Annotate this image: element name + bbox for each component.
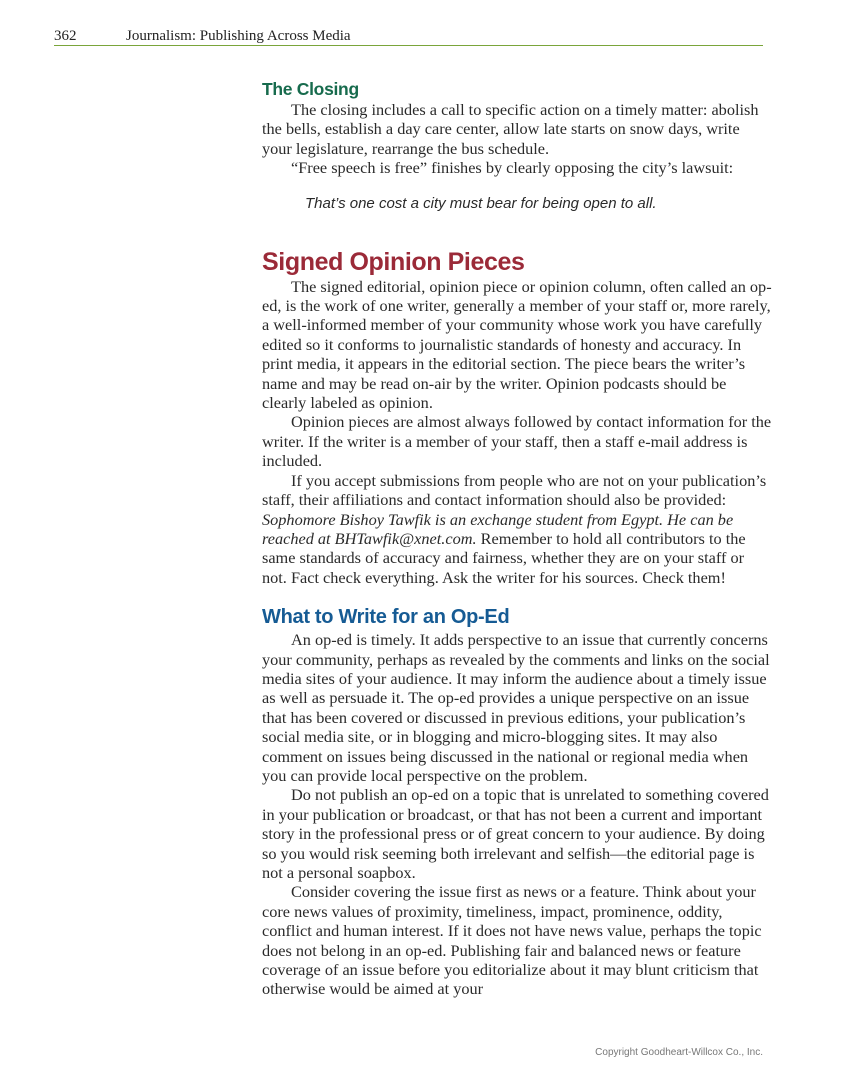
paragraph: The signed editorial, opinion piece or opinion column, often called an op-ed, is the work of one writer, generally a member of your staff or, more rarely, a well-informed member of your community whose work you have carefully edited so it conforms to journalistic standards of honesty and accuracy. In print media, it appears in the editorial section. The piece bears the writer’s name and may be read on-air by the writer. Opinion podcasts should be clearly labeled as opinion. <box>262 276 772 413</box>
submissions-tail: Remember to hold all contributors to the same standards of accuracy and fairness, whether they are on your staff or not. Fact check everything. Ask the writer for his sources. Check them! <box>262 528 746 587</box>
page-body <box>262 78 772 999</box>
paragraph: Opinion pieces are almost always followed by contact information for the writer. If the writer is a member of your staff, then a staff e-mail address is included. <box>262 412 772 471</box>
copyright-footer: Copyright Goodheart-Willcox Co., Inc. <box>595 1047 763 1058</box>
page-number: 362 <box>54 28 77 44</box>
running-header <box>54 26 763 46</box>
paragraph: Do not publish an op-ed on a topic that is unrelated to something covered in your publication or broadcast, or that has not been a current and important story in the professional press or of great concern to your audience. By doing so you would risk seeming both irrelevant and selfish—the editorial page is not a personal soapbox. <box>262 785 769 882</box>
heading-what-to-write: What to Write for an Op-Ed <box>262 606 510 629</box>
book-title: Journalism: Publishing Across Media <box>126 28 351 44</box>
submissions-lead: If you accept submissions from people who are not on your publication’s staff, their affiliations and contact information should also be provided: <box>262 470 767 510</box>
paragraph: The closing includes a call to specific action on a timely matter: abolish the bells, establish a day care center, allow late starts on snow days, write your legislature, rearrange the bus schedule. <box>262 100 759 158</box>
block-quote: That’s one cost a city must bear for being open to all. <box>305 194 657 212</box>
paragraph: Consider covering the issue first as news or a feature. Think about your core news values of proximity, timeliness, impact, prominence, oddity, conflict and human interest. If it does not have news value, perhaps the topic does not belong in an op-ed. Publishing fair and balanced news or feature coverage of an issue before you editorialize about it may blunt criticism that otherwise would be aimed at your <box>262 882 762 999</box>
heading-signed-opinion-pieces: Signed Opinion Pieces <box>262 247 525 276</box>
paragraph-submissions <box>262 471 772 587</box>
paragraph: “Free speech is free” finishes by clearly opposing the city’s lawsuit: <box>291 158 734 178</box>
header-divider <box>54 45 763 46</box>
heading-the-closing: The Closing <box>262 79 359 99</box>
paragraph: An op-ed is timely. It adds perspective to an issue that currently concerns your community, perhaps as revealed by the comments and links on the social media sites of your audience. It may inform the audience about a timely issue as well as persuade it. The op-ed provides a unique perspective on an issue that has been covered or discussed in previous editions, your publication’s social media site, or in blogging and micro-blogging sites. It may also comment on issues being discussed in the national or regional media when you can provide local perspective on the problem. <box>262 630 770 785</box>
contact-example: Sophomore Bishoy Tawfik is an exchange student from Egypt. He can be reached at BHTawfik@xnet.com. <box>262 509 734 548</box>
